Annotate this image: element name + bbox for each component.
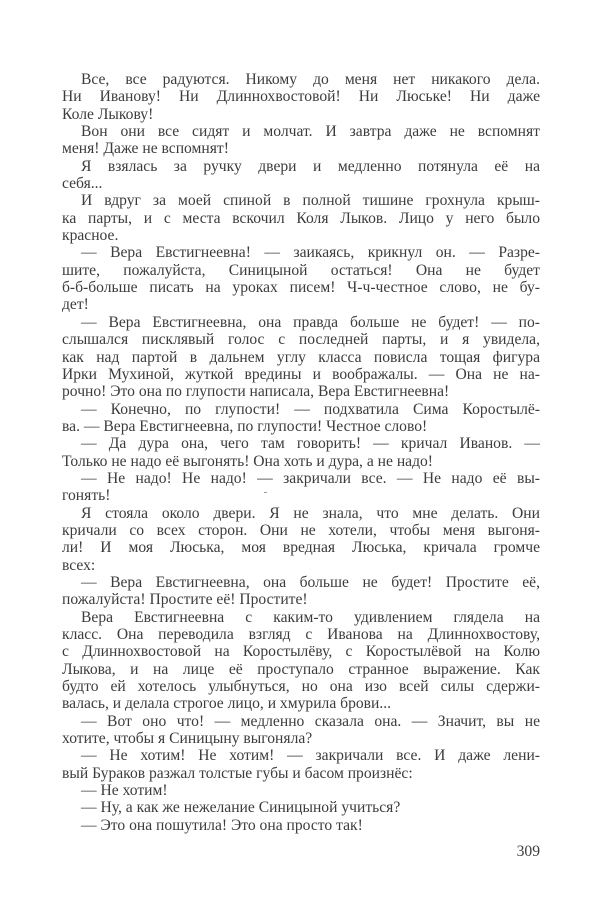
text-line: Ни Иванову! Ни Длиннохвостовой! Ни Люське! Ни даже <box>62 88 540 106</box>
scan-speck <box>264 492 267 493</box>
paragraph <box>62 713 540 748</box>
text-line: всех: <box>62 556 96 574</box>
text-line: Лыкова, и на лице её проступало странное выражение. Как <box>62 660 540 678</box>
text-line: ли! И моя Люська, моя вредная Люська, кричала громче <box>62 539 540 557</box>
paragraph <box>62 435 540 470</box>
paragraph <box>62 782 540 799</box>
text-line: — Это она пошутила! Это она просто так! <box>81 816 363 834</box>
text-line: кричали со всех сторон. Они не хотели, чтобы меня выгоня- <box>62 521 540 539</box>
text-line: ва. — Вера Евстигнеевна, по глупости! Честное слово! <box>62 417 428 435</box>
paragraph <box>62 123 540 158</box>
paragraph <box>62 747 540 782</box>
text-line: будто ей хотелось улыбнуться, но она изо всей силы сдержи- <box>62 678 540 696</box>
paragraph <box>62 609 540 713</box>
text-line: шите, пожалуйста, Синицыной остаться! Она не будет <box>62 261 540 279</box>
text-line: ка парты, и с места вскочил Коля Лыков. Лицо у него было <box>62 209 540 227</box>
text-line: Вон они все сидят и молчат. И завтра даже не вспомнят <box>81 123 540 141</box>
paragraph <box>62 799 540 816</box>
text-line: Вера Евстигнеевна с каким-то удивлением глядела на <box>81 608 540 626</box>
text-line: пожалуйста! Простите её! Простите! <box>62 591 308 609</box>
text-line: вый Бураков разжал толстые губы и басом произнёс: <box>62 764 413 782</box>
text-line: — Вера Евстигнеевна, она правда больше не будет! — по- <box>81 313 540 331</box>
book-page-text <box>62 71 540 834</box>
text-line: Все, все радуются. Никому до меня нет никакого дела. <box>81 71 540 88</box>
text-line: б-б-больше писать на уроках писем! Ч-ч-честное слово, не бу- <box>62 279 540 297</box>
text-line: меня! Даже не вспомнят! <box>62 140 229 158</box>
text-line: себя... <box>62 175 103 193</box>
paragraph <box>62 192 540 244</box>
text-line: — Не хотим! <box>81 782 168 800</box>
text-line: — Не надо! Не надо! — закричали все. — Не надо её вы- <box>81 469 540 487</box>
paragraph <box>62 71 540 123</box>
text-line: слышался писклявый голос с последней парты, и я увидела, <box>62 331 540 349</box>
paragraph <box>62 158 540 193</box>
text-line: Я стояла около двери. Я не знала, что мне делать. Они <box>81 504 540 522</box>
text-line: дет! <box>62 296 89 314</box>
paragraph <box>62 505 540 574</box>
text-line: — Конечно, по глупости! — подхватила Сима Коростылё- <box>81 400 540 418</box>
paragraph <box>62 314 540 401</box>
text-line: И вдруг за моей спиной в полной тишине грохнула крыш- <box>81 192 540 210</box>
text-line: Ирки Мухиной, жуткой вредины и воображалы. — Она не на- <box>62 365 540 383</box>
text-line: валась, и делала строгое лицо, и хмурила брови... <box>62 695 392 713</box>
paragraph <box>62 574 540 609</box>
text-line: гонять! <box>62 487 111 505</box>
text-line: Я взялась за ручку двери и медленно потянула её на <box>81 157 540 175</box>
text-line: рочно! Это она по глупости написала, Вера Евстигнеевна! <box>62 383 450 401</box>
text-line: красное. <box>62 227 119 245</box>
text-line: — Вера Евстигнеевна! — заикаясь, крикнул он. — Разре- <box>81 244 540 262</box>
text-line: хотите, чтобы я Синицыну выгоняла? <box>62 730 313 748</box>
paragraph <box>62 817 540 834</box>
text-line: — Ну, а как же нежелание Синицыной учиться? <box>81 799 401 817</box>
paragraph <box>62 401 540 436</box>
text-line: как над партой в дальнем углу класса повисла тощая фигура <box>62 348 540 366</box>
text-line: класс. Она переводила взгляд с Иванова на Длиннохвостову, <box>62 626 540 643</box>
paragraph <box>62 470 540 505</box>
text-line: — Вера Евстигнеевна, она больше не будет! Простите её, <box>81 573 540 591</box>
text-line: Коле Лыкову! <box>62 105 154 123</box>
page-number: 309 <box>516 843 540 860</box>
paragraph <box>62 244 540 313</box>
text-line: — Не хотим! Не хотим! — закричали все. И даже лени- <box>81 747 540 765</box>
text-line: — Вот оно что! — медленно сказала она. — Значит, вы не <box>81 712 540 730</box>
text-line: Только не надо её выгонять! Она хоть и дура, а не надо! <box>62 452 434 470</box>
text-line: с Длиннохвостовой на Коростылёву, с Коростылёвой на Колю <box>62 643 540 661</box>
text-line: — Да дура она, чего там говорить! — кричал Иванов. — <box>81 435 540 453</box>
